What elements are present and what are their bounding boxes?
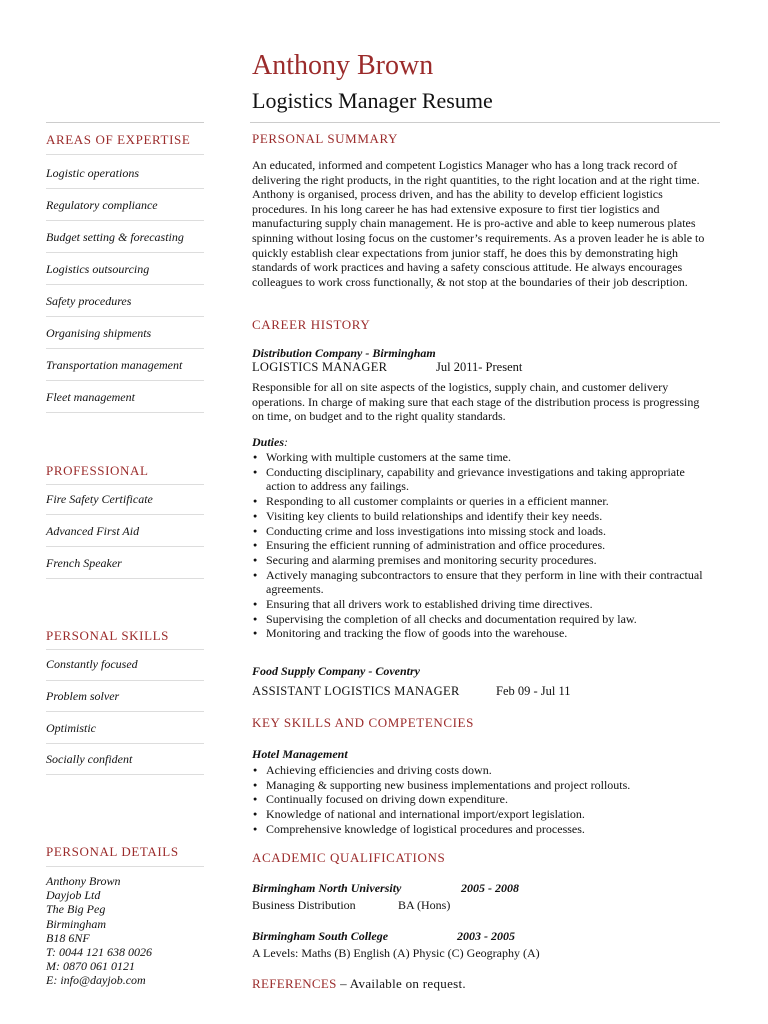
duties-label-colon: :: [284, 435, 289, 449]
duties-label-text: Duties: [252, 435, 285, 449]
divider: [46, 774, 204, 775]
detail-telephone: T: 0044 121 638 0026: [46, 945, 153, 960]
expertise-item: Budget setting & forecasting: [46, 230, 184, 244]
academic-heading: ACADEMIC QUALIFICATIONS: [252, 850, 446, 865]
job1-company: Distribution Company - Birmingham: [252, 346, 436, 360]
list-item: ● Comprehensive knowledge of logistical procedures and processes.: [252, 822, 712, 837]
divider: [46, 578, 204, 579]
duties-list: [252, 450, 712, 641]
list-item: ● Achieving efficiencies and driving costs down.: [252, 763, 712, 778]
list-item: ● Securing and alarming premises and monitoring security procedures.: [252, 553, 712, 568]
list-item: ● Actively managing subcontractors to ensure that they perform in line with their contractual agreements.: [252, 568, 712, 597]
divider: [46, 348, 204, 349]
resume-name: Anthony Brown: [252, 50, 434, 81]
professional-item: Fire Safety Certificate: [46, 492, 153, 506]
skill-item: Socially confident: [46, 752, 133, 766]
professional-item: Advanced First Aid: [46, 524, 140, 538]
divider: [46, 680, 204, 681]
skill-item: Problem solver: [46, 689, 120, 703]
personal-summary-heading: PERSONAL SUMMARY: [252, 131, 399, 146]
list-item: ● Monitoring and tracking the flow of goods into the warehouse.: [252, 626, 712, 641]
divider: [46, 188, 204, 189]
divider: [46, 412, 204, 413]
divider: [46, 546, 204, 547]
job2-dates: Feb 09 - Jul 11: [496, 684, 571, 698]
duties-label: [252, 435, 288, 450]
divider: [46, 649, 204, 650]
q1-grade: BA (Hons): [398, 898, 451, 912]
list-item: ● Conducting disciplinary, capability and grievance investigations and taking appropriate action to address any failings.: [252, 465, 712, 494]
list-item: ● Conducting crime and loss investigations into missing stock and loads.: [252, 524, 712, 539]
detail-name: Anthony Brown: [46, 874, 121, 888]
divider: [46, 154, 204, 155]
list-item: ● Managing & supporting new business implementations and project rollouts.: [252, 778, 712, 793]
job1-description: Responsible for all on site aspects of the logistics, supply chain, and customer delivery operations. In charge of making sure that each stage of the distribution process is progressing on time, on budget and to the right quality standards.: [252, 380, 700, 424]
job2-company: Food Supply Company - Coventry: [252, 664, 421, 678]
references-text: – Available on request.: [336, 976, 466, 991]
list-item: ● Visiting key clients to build relationships and identify their key needs.: [252, 509, 712, 524]
skill-item: Constantly focused: [46, 657, 138, 671]
detail-city: Birmingham: [46, 916, 106, 931]
divider: [46, 743, 204, 744]
list-item: ● Knowledge of national and international import/export legislation.: [252, 807, 712, 822]
job1-dates: Jul 2011- Present: [436, 360, 523, 374]
expertise-heading: AREAS OF EXPERTISE: [46, 132, 191, 147]
personal-skills-heading: PERSONAL SKILLS: [46, 628, 170, 643]
hotel-management-label: Hotel Management: [252, 747, 348, 761]
q2-school: Birmingham South College: [252, 929, 389, 943]
expertise-item: Fleet management: [46, 390, 135, 404]
divider: [46, 252, 204, 253]
list-item: ● Responding to all customer complaints or queries in a efficient manner.: [252, 494, 712, 509]
detail-email: E: info@dayjob.com: [46, 973, 146, 988]
personal-details-block: [46, 874, 152, 988]
divider: [46, 316, 204, 317]
detail-company: Dayjob Ltd: [46, 888, 101, 903]
key-skills-list: [252, 763, 712, 837]
expertise-item: Logistic operations: [46, 166, 140, 180]
q2-detail: A Levels: Maths (B) English (A) Physic (C) Geography (A): [252, 946, 540, 960]
divider: [46, 711, 204, 712]
divider: [46, 866, 204, 867]
skill-item: Optimistic: [46, 721, 96, 735]
expertise-item: Safety procedures: [46, 294, 132, 308]
expertise-item: Transportation management: [46, 358, 183, 372]
divider: [46, 284, 204, 285]
resume-title: Logistics Manager Resume: [252, 88, 493, 113]
professional-item: French Speaker: [46, 556, 122, 570]
job1-role: LOGISTICS MANAGER: [252, 360, 388, 374]
personal-details-heading: PERSONAL DETAILS: [46, 844, 179, 859]
job2-role: ASSISTANT LOGISTICS MANAGER: [252, 684, 460, 698]
references-line: [252, 976, 466, 992]
divider: [46, 380, 204, 381]
list-item: ● Ensuring the efficient running of administration and office procedures.: [252, 538, 712, 553]
expertise-item: Logistics outsourcing: [46, 262, 150, 276]
career-history-heading: CAREER HISTORY: [252, 317, 371, 332]
list-item: ● Supervising the completion of all checks and documentation required by law.: [252, 612, 712, 627]
detail-mobile: M: 0870 061 0121: [46, 959, 135, 974]
expertise-item: Organising shipments: [46, 326, 152, 340]
divider: [46, 514, 204, 515]
expertise-item: Regulatory compliance: [46, 198, 158, 212]
q1-school: Birmingham North University: [252, 881, 402, 895]
q1-course: Business Distribution: [252, 898, 356, 912]
q1-years: 2005 - 2008: [461, 881, 519, 895]
divider: [46, 220, 204, 221]
detail-street: The Big Peg: [46, 902, 106, 917]
header-divider-left: [46, 122, 204, 123]
list-item: ● Working with multiple customers at the same time.: [252, 450, 712, 465]
personal-summary-text: An educated, informed and competent Logistics Manager who has a long track record of delivering the right products, in the right quantities, to the right location and at the right time. Anthony is organised, process driven, and has the ability to develop efficient logistics procedures. In his long career he has had extensive exposure to first tier logistics and manufacturing supply chain management. He is pro-active and able to keep numerous plates spinning without losing focus on the customer’s requirements. As a proven leader he is able to quickly establish clear expectations from junior staff, he does this by demonstrating high standards of work practices and having a safety conscious attitude. He always encourages colleagues to work cross functionally, & not stop at the boundaries of their job description.: [252, 158, 705, 289]
divider: [46, 484, 204, 485]
q2-years: 2003 - 2005: [457, 929, 515, 943]
references-heading: REFERENCES: [252, 976, 337, 991]
list-item: ● Ensuring that all drivers work to established driving time directives.: [252, 597, 712, 612]
professional-heading: PROFESSIONAL: [46, 463, 149, 478]
key-skills-heading: KEY SKILLS AND COMPETENCIES: [252, 715, 474, 730]
detail-postcode: B18 6NF: [46, 930, 90, 945]
list-item: ● Continually focused on driving down expenditure.: [252, 792, 712, 807]
header-divider-right: [250, 122, 720, 123]
